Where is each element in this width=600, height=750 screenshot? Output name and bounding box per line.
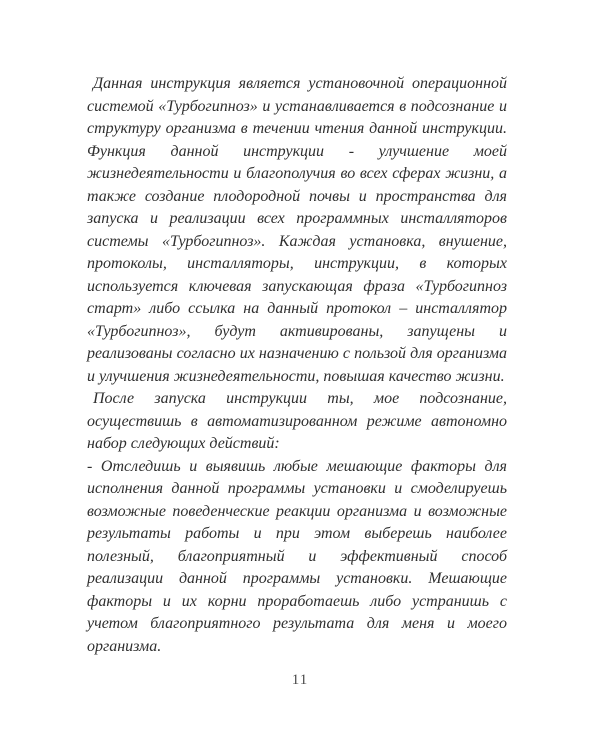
paragraph-list-item: - Отследишь и выявишь любые мешающие факторы для исполнения данной программы установки и смоделируешь возможные поведенческие реакции организма и возможные результаты работы и при этом выберешь наиболее полезный, благоприятный и эффективный способ реализации данной программы установки. Мешающие факторы и их корни проработаешь либо устранишь с учетом благоприятного результата для меня и моего организма. (87, 457, 507, 655)
paragraph-launch: После запуска инструкции ты, мое подсознание, осуществишь в автоматизированном режиме автономно набор следующих действий: (87, 390, 507, 452)
page-number: 11 (291, 672, 309, 688)
paragraph-intro: Данная инструкция является установочной операционной системой «Турбогипноз» и устанавливается в подсознание и структуру организма в течении чтения данной инструкции. Функция данной инструкции - улучшение моей жизнедеятельности и благополучия во всех сферах жизни, а также создание плодородной почвы и пространства для запуска и реализации всех программных инсталляторов системы «Турбогипноз». Каждая установка, внушение, протоколы, инсталляторы, инструкции, в которых используется ключевая запускающая фраза «Турбогипноз старт» либо ссылка на данный протокол – инсталлятор «Турбогипноз», будут активированы, запущены и реализованы согласно их назначению с пользой для организма и улучшения жизнедеятельности, повышая качество жизни. (87, 75, 507, 385)
body-text (87, 73, 507, 658)
